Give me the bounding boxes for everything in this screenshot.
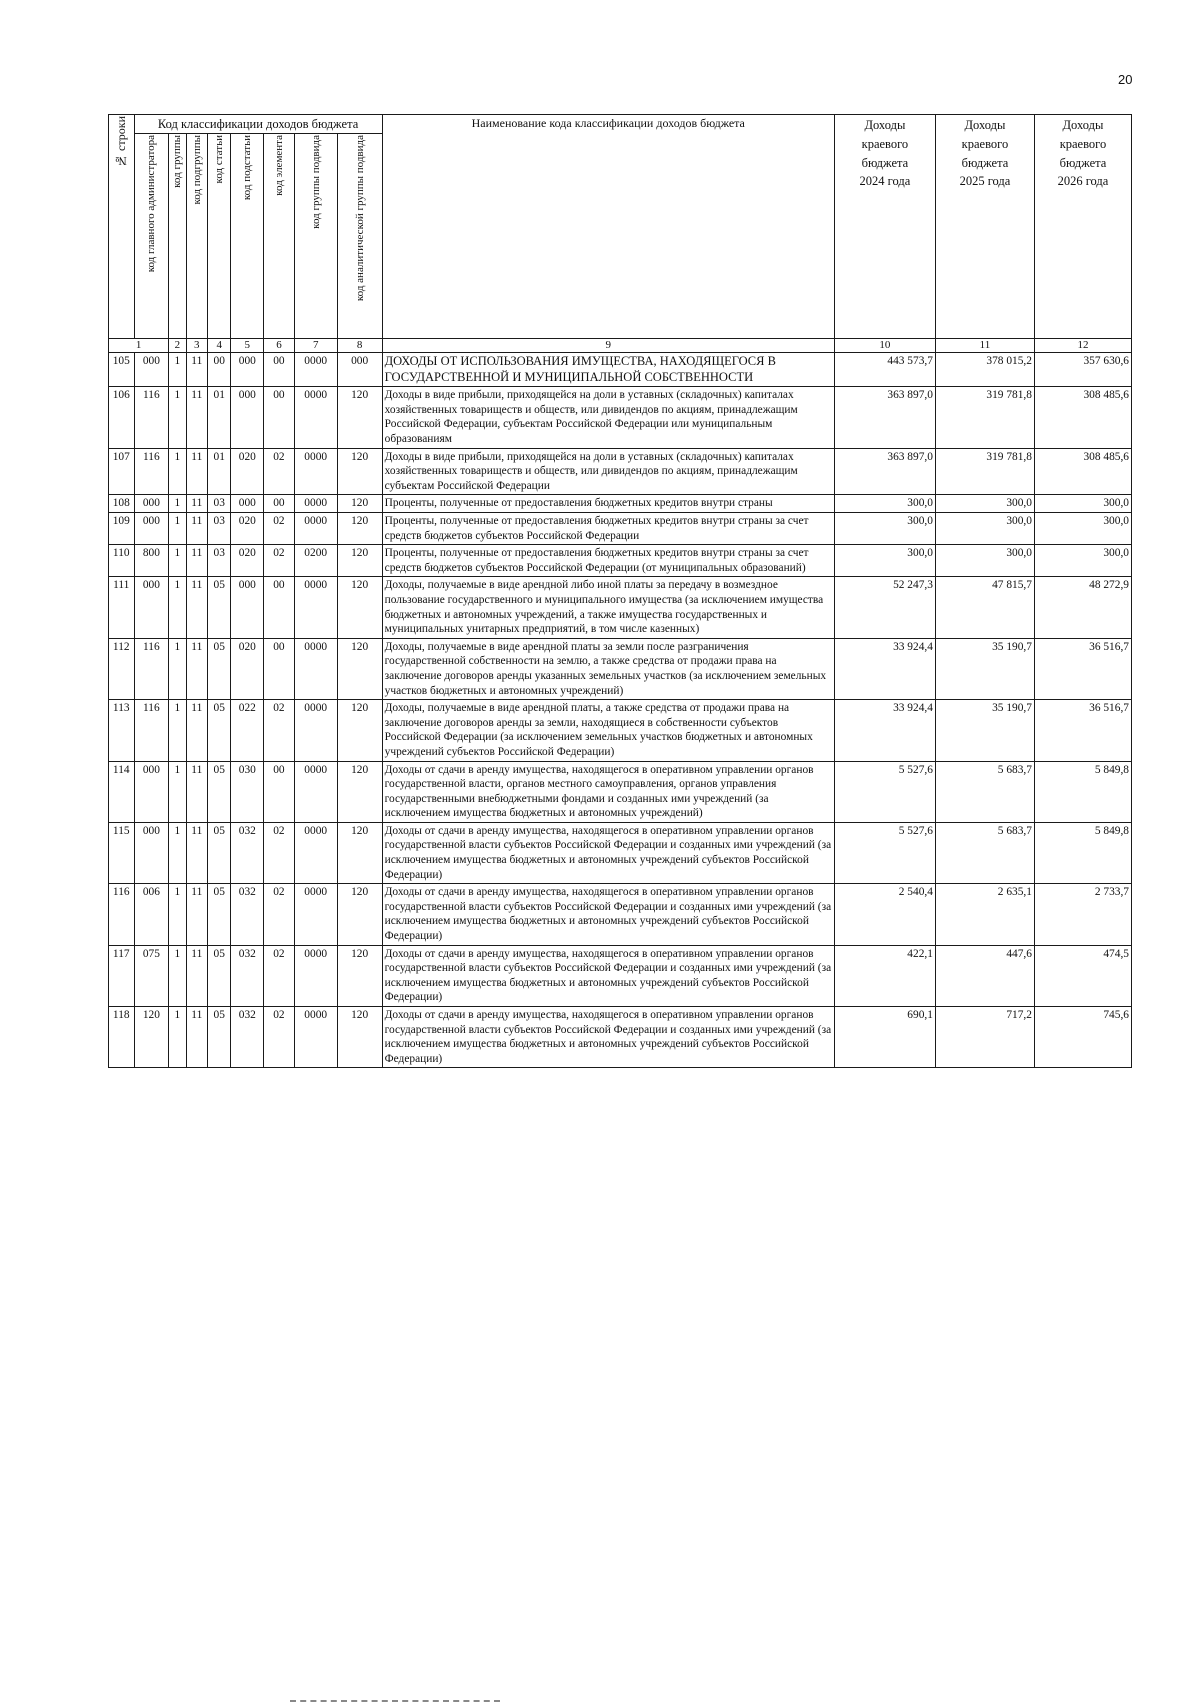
amount-2025: 319 781,8 — [935, 448, 1034, 495]
amount-2026: 2 733,7 — [1034, 884, 1131, 945]
amount-2024: 300,0 — [834, 513, 935, 545]
code-cell: 1 — [169, 1007, 186, 1068]
code-cell: 0000 — [294, 945, 337, 1006]
page-number: 20 — [1118, 72, 1133, 87]
table-row — [109, 1007, 1132, 1068]
header-code-column — [294, 134, 337, 339]
code-cell: 120 — [337, 761, 382, 822]
code-cell: 0000 — [294, 822, 337, 883]
header-code-column-label: код группы — [171, 135, 184, 188]
code-cell: 120 — [337, 700, 382, 761]
code-cell: 120 — [337, 945, 382, 1006]
amount-2024: 363 897,0 — [834, 387, 935, 448]
header-row-number: № строки — [109, 115, 135, 339]
table-body — [109, 353, 1132, 1068]
amount-2024: 300,0 — [834, 495, 935, 513]
code-cell: 030 — [231, 761, 264, 822]
code-cell: 1 — [169, 884, 186, 945]
amount-2025: 319 781,8 — [935, 387, 1034, 448]
code-cell: 02 — [264, 448, 295, 495]
amount-2025: 5 683,7 — [935, 822, 1034, 883]
amount-2025: 300,0 — [935, 495, 1034, 513]
code-cell: 1 — [169, 700, 186, 761]
code-cell: 00 — [264, 761, 295, 822]
amount-2025: 300,0 — [935, 513, 1034, 545]
code-cell: 11 — [186, 353, 207, 387]
code-cell: 120 — [337, 884, 382, 945]
code-cell: 120 — [337, 822, 382, 883]
amount-2025: 2 635,1 — [935, 884, 1034, 945]
code-cell: 120 — [337, 577, 382, 638]
amount-2024: 33 924,4 — [834, 638, 935, 699]
row-description: Доходы от сдачи в аренду имущества, находящегося в оперативном управлении органов государственной власти, органов местного самоуправления, органов управления государственными внебюджетными фондами и созданных ими учреждений (за исключением имущества бюджетных и автономных учреждений) — [382, 761, 834, 822]
code-cell: 11 — [186, 495, 207, 513]
code-cell: 0000 — [294, 353, 337, 387]
code-cell: 0000 — [294, 761, 337, 822]
code-cell: 11 — [186, 761, 207, 822]
code-cell: 03 — [208, 495, 231, 513]
code-cell: 11 — [186, 884, 207, 945]
row-number: 105 — [109, 353, 135, 387]
code-cell: 1 — [169, 638, 186, 699]
code-cell: 00 — [264, 495, 295, 513]
code-cell: 000 — [231, 495, 264, 513]
code-cell: 1 — [169, 513, 186, 545]
code-cell: 01 — [208, 448, 231, 495]
table-row — [109, 638, 1132, 699]
header-year-line: 2026 года — [1057, 174, 1109, 189]
code-cell: 05 — [208, 945, 231, 1006]
code-cell: 116 — [134, 448, 169, 495]
header-code-column-label: код подстатьи — [241, 135, 254, 201]
row-number: 111 — [109, 577, 135, 638]
code-cell: 120 — [134, 1007, 169, 1068]
header-code-column-label: код подгруппы — [190, 135, 203, 205]
code-cell: 1 — [169, 387, 186, 448]
code-cell: 0000 — [294, 884, 337, 945]
code-cell: 02 — [264, 545, 295, 577]
code-cell: 11 — [186, 545, 207, 577]
scan-artifact-line — [290, 1700, 500, 1705]
amount-2026: 36 516,7 — [1034, 700, 1131, 761]
code-cell: 05 — [208, 577, 231, 638]
code-cell: 0000 — [294, 638, 337, 699]
row-number: 115 — [109, 822, 135, 883]
code-cell: 120 — [337, 513, 382, 545]
code-cell: 03 — [208, 513, 231, 545]
amount-2025: 5 683,7 — [935, 761, 1034, 822]
code-cell: 000 — [134, 353, 169, 387]
row-number: 112 — [109, 638, 135, 699]
code-cell: 11 — [186, 700, 207, 761]
code-cell: 1 — [169, 761, 186, 822]
column-number: 7 — [294, 339, 337, 353]
header-code-column-label: код главного администратора — [145, 135, 158, 273]
column-number: 6 — [264, 339, 295, 353]
code-cell: 05 — [208, 638, 231, 699]
header-year-line: Доходы — [864, 118, 906, 132]
table-row — [109, 495, 1132, 513]
code-cell: 11 — [186, 513, 207, 545]
code-cell: 000 — [134, 577, 169, 638]
table-header — [109, 115, 1132, 353]
code-cell: 1 — [169, 822, 186, 883]
code-cell: 00 — [264, 387, 295, 448]
table-row — [109, 387, 1132, 448]
row-number: 107 — [109, 448, 135, 495]
code-cell: 000 — [134, 761, 169, 822]
header-year-line: бюджета — [961, 155, 1009, 170]
code-cell: 02 — [264, 1007, 295, 1068]
header-code-column-label: код аналитической группы подвида — [353, 135, 366, 302]
code-cell: 800 — [134, 545, 169, 577]
header-year-2025 — [935, 115, 1034, 339]
code-cell: 0000 — [294, 513, 337, 545]
table-row — [109, 822, 1132, 883]
row-description: Доходы, получаемые в виде арендной платы за земли после разграничения государственной собственности на землю, а также средства от продажи права на заключение договоров аренды указанных земельных участков (за исключением земельных участков бюджетных и автономных учреждений) — [382, 638, 834, 699]
column-number: 4 — [208, 339, 231, 353]
header-code-column — [208, 134, 231, 339]
column-number: 1 — [109, 339, 169, 353]
row-description: Доходы, получаемые в виде арендной либо иной платы за передачу в возмездное пользование государственного и муниципального имущества (за исключением имущества бюджетных и автономных учреждений, а также имущества государственных и муниципальных унитарных предприятий, в том числе казенных) — [382, 577, 834, 638]
code-cell: 0000 — [294, 448, 337, 495]
code-cell: 032 — [231, 822, 264, 883]
amount-2025: 717,2 — [935, 1007, 1034, 1068]
amount-2024: 33 924,4 — [834, 700, 935, 761]
row-number: 109 — [109, 513, 135, 545]
code-cell: 11 — [186, 822, 207, 883]
header-code-column-label: код элемента — [272, 135, 285, 196]
header-code-column-label: код статьи — [213, 135, 226, 184]
row-number: 114 — [109, 761, 135, 822]
header-code-column-label: код группы подвида — [309, 135, 322, 229]
column-numbers-row — [109, 339, 1132, 353]
amount-2024: 52 247,3 — [834, 577, 935, 638]
code-cell: 120 — [337, 1007, 382, 1068]
amount-2026: 5 849,8 — [1034, 822, 1131, 883]
code-cell: 1 — [169, 545, 186, 577]
code-cell: 116 — [134, 387, 169, 448]
table-row — [109, 513, 1132, 545]
code-cell: 120 — [337, 448, 382, 495]
row-description: Доходы от сдачи в аренду имущества, находящегося в оперативном управлении органов государственной власти субъектов Российской Федерации и созданных ими учреждений (за исключением имущества бюджетных и автономных учреждений субъектов Российской Федерации) — [382, 884, 834, 945]
row-description: ДОХОДЫ ОТ ИСПОЛЬЗОВАНИЯ ИМУЩЕСТВА, НАХОДЯЩЕГОСЯ В ГОСУДАРСТВЕННОЙ И МУНИЦИПАЛЬНОЙ СОБСТВЕННОСТИ — [382, 353, 834, 387]
amount-2025: 35 190,7 — [935, 700, 1034, 761]
row-number: 116 — [109, 884, 135, 945]
amount-2024: 5 527,6 — [834, 761, 935, 822]
code-cell: 11 — [186, 945, 207, 1006]
header-code-group: Код классификации доходов бюджета — [134, 115, 382, 134]
amount-2026: 300,0 — [1034, 513, 1131, 545]
code-cell: 1 — [169, 495, 186, 513]
header-year-line: краевого — [1059, 136, 1107, 151]
amount-2026: 308 485,6 — [1034, 448, 1131, 495]
code-cell: 0000 — [294, 495, 337, 513]
row-description: Проценты, полученные от предоставления бюджетных кредитов внутри страны — [382, 495, 834, 513]
column-number: 5 — [231, 339, 264, 353]
code-cell: 1 — [169, 448, 186, 495]
amount-2024: 363 897,0 — [834, 448, 935, 495]
amount-2025: 447,6 — [935, 945, 1034, 1006]
code-cell: 0000 — [294, 700, 337, 761]
row-description: Доходы от сдачи в аренду имущества, находящегося в оперативном управлении органов государственной власти субъектов Российской Федерации и созданных ими учреждений (за исключением имущества бюджетных и автономных учреждений субъектов Российской Федерации) — [382, 945, 834, 1006]
table-row — [109, 761, 1132, 822]
header-year-2026 — [1034, 115, 1131, 339]
column-number: 3 — [186, 339, 207, 353]
code-cell: 00 — [264, 353, 295, 387]
code-cell: 032 — [231, 1007, 264, 1068]
code-cell: 11 — [186, 1007, 207, 1068]
row-description: Проценты, полученные от предоставления бюджетных кредитов внутри страны за счет средств бюджетов субъектов Российской Федерации — [382, 513, 834, 545]
code-cell: 0000 — [294, 577, 337, 638]
column-number: 9 — [382, 339, 834, 353]
code-cell: 022 — [231, 700, 264, 761]
code-cell: 11 — [186, 638, 207, 699]
amount-2025: 35 190,7 — [935, 638, 1034, 699]
code-cell: 02 — [264, 945, 295, 1006]
row-description: Доходы в виде прибыли, приходящейся на доли в уставных (складочных) капиталах хозяйственных товариществ и обществ, или дивидендов по акциям, принадлежащим Российской Федерации, субъектам Российской Федерации или муниципальным образованиям — [382, 387, 834, 448]
code-cell: 0000 — [294, 387, 337, 448]
header-year-2024 — [834, 115, 935, 339]
row-number: 106 — [109, 387, 135, 448]
code-cell: 11 — [186, 387, 207, 448]
header-code-column — [134, 134, 169, 339]
code-cell: 11 — [186, 577, 207, 638]
header-year-line: 2025 года — [959, 174, 1011, 189]
code-cell: 05 — [208, 700, 231, 761]
code-cell: 000 — [134, 513, 169, 545]
code-cell: 000 — [134, 822, 169, 883]
code-cell: 0200 — [294, 545, 337, 577]
code-cell: 05 — [208, 761, 231, 822]
code-cell: 03 — [208, 545, 231, 577]
code-cell: 006 — [134, 884, 169, 945]
header-code-column — [169, 134, 186, 339]
amount-2024: 2 540,4 — [834, 884, 935, 945]
amount-2025: 300,0 — [935, 545, 1034, 577]
row-number: 108 — [109, 495, 135, 513]
header-year-line: 2024 года — [859, 174, 911, 189]
row-number: 117 — [109, 945, 135, 1006]
header-year-line: Доходы — [964, 118, 1006, 132]
code-cell: 000 — [134, 495, 169, 513]
column-number: 10 — [834, 339, 935, 353]
amount-2024: 422,1 — [834, 945, 935, 1006]
table-row — [109, 577, 1132, 638]
amount-2026: 474,5 — [1034, 945, 1131, 1006]
row-number: 118 — [109, 1007, 135, 1068]
column-number: 2 — [169, 339, 186, 353]
code-cell: 00 — [264, 577, 295, 638]
code-cell: 1 — [169, 353, 186, 387]
code-cell: 05 — [208, 884, 231, 945]
amount-2024: 443 573,7 — [834, 353, 935, 387]
code-cell: 000 — [337, 353, 382, 387]
header-code-column — [264, 134, 295, 339]
code-cell: 000 — [231, 387, 264, 448]
amount-2026: 300,0 — [1034, 545, 1131, 577]
amount-2026: 357 630,6 — [1034, 353, 1131, 387]
code-cell: 05 — [208, 1007, 231, 1068]
column-number: 11 — [935, 339, 1034, 353]
amount-2025: 47 815,7 — [935, 577, 1034, 638]
code-cell: 0000 — [294, 1007, 337, 1068]
revenue-table — [108, 114, 1132, 1068]
code-cell: 116 — [134, 700, 169, 761]
table-row — [109, 884, 1132, 945]
amount-2024: 5 527,6 — [834, 822, 935, 883]
column-number: 8 — [337, 339, 382, 353]
code-cell: 02 — [264, 700, 295, 761]
table-row — [109, 353, 1132, 387]
amount-2024: 300,0 — [834, 545, 935, 577]
column-number: 12 — [1034, 339, 1131, 353]
header-year-line: бюджета — [861, 155, 909, 170]
amount-2026: 308 485,6 — [1034, 387, 1131, 448]
code-cell: 020 — [231, 638, 264, 699]
row-description: Проценты, полученные от предоставления бюджетных кредитов внутри страны за счет средств бюджетов субъектов Российской Федерации (от муниципальных образований) — [382, 545, 834, 577]
amount-2026: 48 272,9 — [1034, 577, 1131, 638]
header-code-column — [186, 134, 207, 339]
row-description: Доходы от сдачи в аренду имущества, находящегося в оперативном управлении органов государственной власти субъектов Российской Федерации и созданных ими учреждений (за исключением имущества бюджетных и автономных учреждений субъектов Российской Федерации) — [382, 822, 834, 883]
header-name: Наименование кода классификации доходов бюджета — [382, 115, 834, 339]
code-cell: 120 — [337, 638, 382, 699]
row-description: Доходы от сдачи в аренду имущества, находящегося в оперативном управлении органов государственной власти субъектов Российской Федерации и созданных ими учреждений (за исключением имущества бюджетных и автономных учреждений субъектов Российской Федерации) — [382, 1007, 834, 1068]
code-cell: 120 — [337, 495, 382, 513]
code-cell: 020 — [231, 513, 264, 545]
code-cell: 032 — [231, 945, 264, 1006]
code-cell: 1 — [169, 945, 186, 1006]
row-description: Доходы, получаемые в виде арендной платы, а также средства от продажи права на заключение договоров аренды за земли, находящиеся в собственности субъектов Российской Федерации (за исключением земельных участков бюджетных и автономных учреждений субъектов Российской Федерации) — [382, 700, 834, 761]
code-cell: 02 — [264, 884, 295, 945]
code-cell: 116 — [134, 638, 169, 699]
header-year-line: краевого — [861, 136, 909, 151]
row-number: 113 — [109, 700, 135, 761]
code-cell: 02 — [264, 822, 295, 883]
code-cell: 120 — [337, 545, 382, 577]
table-row — [109, 448, 1132, 495]
header-year-line: Доходы — [1062, 118, 1104, 132]
code-cell: 020 — [231, 448, 264, 495]
code-cell: 1 — [169, 577, 186, 638]
code-cell: 00 — [208, 353, 231, 387]
code-cell: 01 — [208, 387, 231, 448]
header-code-column — [337, 134, 382, 339]
amount-2026: 745,6 — [1034, 1007, 1131, 1068]
code-cell: 00 — [264, 638, 295, 699]
amount-2025: 378 015,2 — [935, 353, 1034, 387]
code-cell: 020 — [231, 545, 264, 577]
code-cell: 000 — [231, 577, 264, 638]
code-cell: 075 — [134, 945, 169, 1006]
row-description: Доходы в виде прибыли, приходящейся на доли в уставных (складочных) капиталах хозяйственных товариществ и обществ, или дивидендов по акциям, принадлежащим субъектам Российской Федерации — [382, 448, 834, 495]
code-cell: 120 — [337, 387, 382, 448]
code-cell: 05 — [208, 822, 231, 883]
amount-2026: 300,0 — [1034, 495, 1131, 513]
header-year-line: краевого — [961, 136, 1009, 151]
code-cell: 11 — [186, 448, 207, 495]
code-cell: 032 — [231, 884, 264, 945]
code-cell: 02 — [264, 513, 295, 545]
amount-2026: 36 516,7 — [1034, 638, 1131, 699]
amount-2026: 5 849,8 — [1034, 761, 1131, 822]
amount-2024: 690,1 — [834, 1007, 935, 1068]
table-row — [109, 945, 1132, 1006]
header-year-line: бюджета — [1059, 155, 1107, 170]
code-cell: 000 — [231, 353, 264, 387]
header-code-column — [231, 134, 264, 339]
table-row — [109, 700, 1132, 761]
table-row — [109, 545, 1132, 577]
row-number: 110 — [109, 545, 135, 577]
